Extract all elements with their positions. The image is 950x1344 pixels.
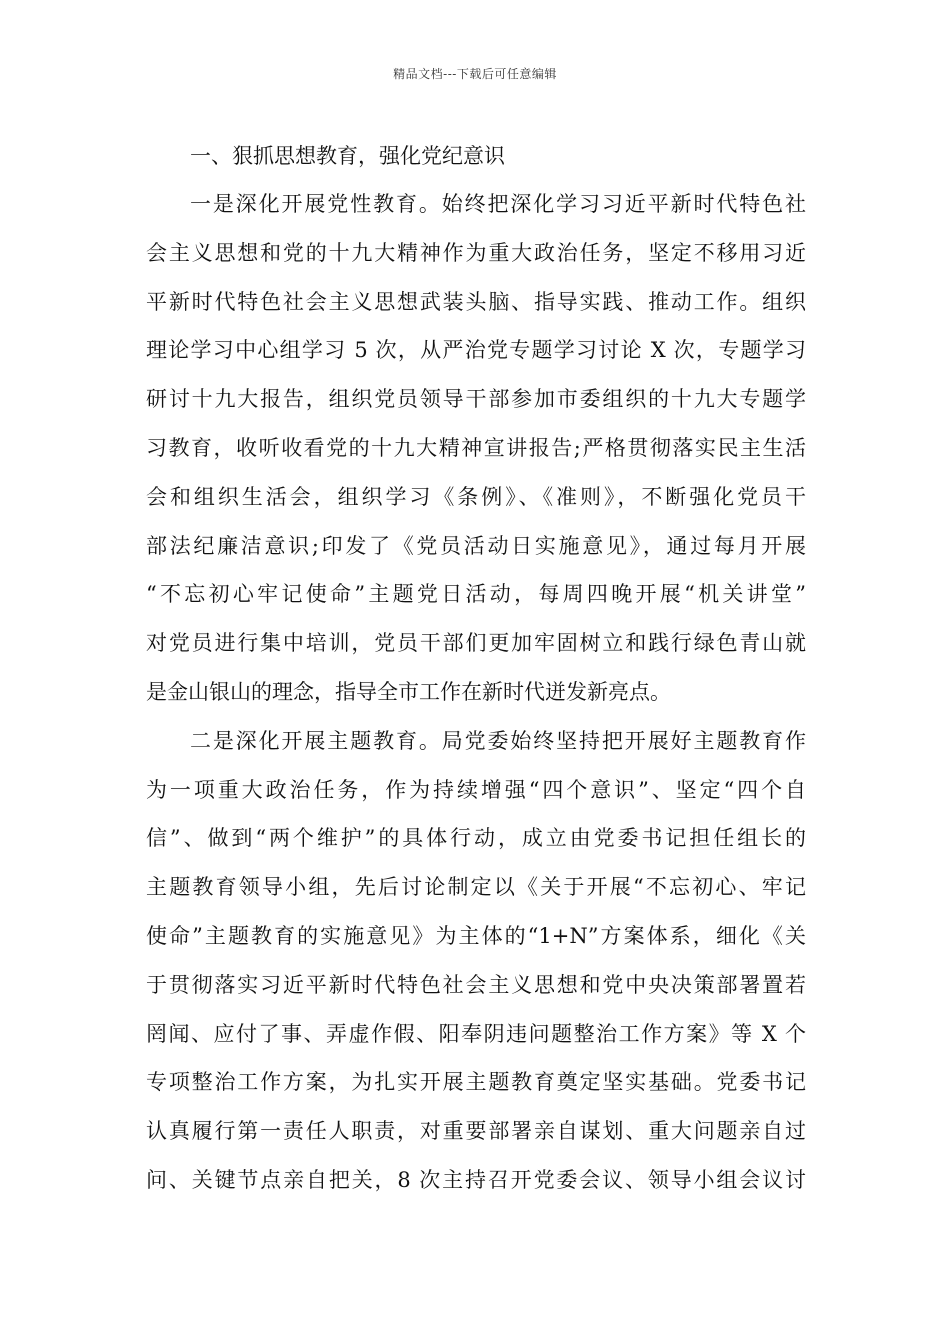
text-line: 罔闻、应付了事、弄虚作假、阳奉阴违问题整治工作方案》等 X 个: [146, 1021, 806, 1046]
paragraph-2: [146, 717, 806, 1205]
text-line: 主题教育领导小组，先后讨论制定以《关于开展“不忘初心、牢记: [146, 875, 806, 900]
paragraph-1: [146, 180, 806, 717]
text-line: 部法纪廉洁意识;印发了《党员活动日实施意见》，通过每月开展: [146, 533, 806, 558]
text-line: 习教育，收听收看党的十九大精神宣讲报告;严格贯彻落实民主生活: [146, 435, 806, 460]
text-line: 对党员进行集中培训，党员干部们更加牢固树立和践行绿色青山就: [146, 631, 806, 656]
text-line: 于贯彻落实习近平新时代特色社会主义思想和党中央决策部署置若: [146, 972, 806, 997]
text-line: 问、关键节点亲自把关，8 次主持召开党委会议、领导小组会议讨: [146, 1167, 806, 1192]
text-line: 一是深化开展党性教育。始终把深化学习习近平新时代特色社: [190, 192, 806, 216]
text-line: 为一项重大政治任务，作为持续增强“四个意识”、坚定“四个自: [146, 777, 806, 802]
header-note: 精品文档---下载后可任意编辑: [393, 67, 557, 81]
text-line: 会和组织生活会，组织学习《条例》、《准则》，不断强化党员干: [146, 484, 806, 509]
text-line: 会主义思想和党的十九大精神作为重大政治任务，坚定不移用习近: [146, 240, 806, 265]
text-line: 认真履行第一责任人职责，对重要部署亲自谋划、重大问题亲自过: [146, 1119, 806, 1144]
section-heading: 一、狠抓思想教育，强化党纪意识: [190, 144, 505, 168]
text-line: 是金山银山的理念，指导全市工作在新时代迸发新亮点。: [146, 679, 671, 704]
text-line: 平新时代特色社会主义思想武装头脑、指导实践、推动工作。组织: [146, 289, 806, 314]
text-line: 理论学习中心组学习 5 次，从严治党专题学习讨论 X 次，专题学习: [146, 338, 806, 363]
text-line: 研讨十九大报告，组织党员领导干部参加市委组织的十九大专题学: [146, 387, 806, 412]
document-body: [146, 132, 806, 1205]
text-line: “不忘初心牢记使命”主题党日活动，每周四晚开展“机关讲堂”: [146, 582, 806, 607]
text-line: 二是深化开展主题教育。局党委始终坚持把开展好主题教育作: [190, 728, 806, 753]
text-line: 信”、做到“两个维护”的具体行动，成立由党委书记担任组长的: [146, 826, 806, 851]
text-line: 专项整治工作方案，为扎实开展主题教育奠定坚实基础。党委书记: [146, 1070, 806, 1095]
text-line: 使命”主题教育的实施意见》为主体的“1+N”方案体系，细化《关: [146, 923, 806, 948]
